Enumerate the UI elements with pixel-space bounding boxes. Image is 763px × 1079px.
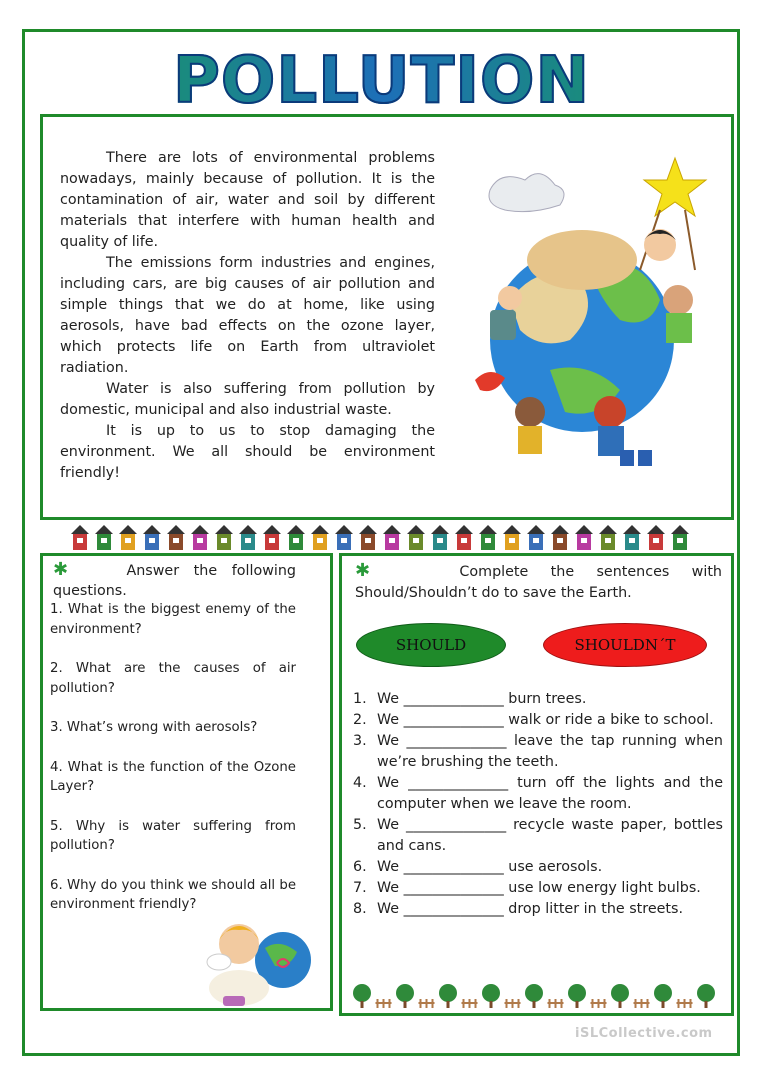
star-icon: ✱ — [53, 559, 69, 580]
angel-globe-illustration — [205, 908, 313, 1008]
house-icon — [527, 525, 545, 550]
question-item: 3. What’s wrong with aerosols? — [50, 720, 258, 735]
reading-paragraph: There are lots of environmental problems nowadays, mainly because of pollution. It is the contamination of air, water and soil by different materials that interfere with human health and quality of life. — [60, 150, 435, 250]
house-icon — [431, 525, 449, 550]
tree-icon — [697, 984, 715, 1008]
house-icon — [239, 525, 257, 550]
trees-border — [352, 983, 722, 1009]
sentence-item: 6. We ______________ use aerosols. — [353, 859, 603, 875]
house-icon — [263, 525, 281, 550]
house-icon — [503, 525, 521, 550]
fence-icon — [376, 999, 392, 1008]
sentence-item: 8. We ______________ drop litter in the streets. — [353, 901, 684, 917]
house-icon — [599, 525, 617, 550]
question-item: 6. Why do you think we should all be environment friendly? — [50, 877, 296, 912]
reading-paragraph: It is up to us to stop damaging the environment. We all should be environment friendly! — [60, 423, 435, 481]
sentence-item: 1. We ______________ burn trees. — [353, 691, 587, 707]
house-icon — [287, 525, 305, 550]
fence-icon — [462, 999, 478, 1008]
tree-icon — [482, 984, 500, 1008]
reading-paragraph: Water is also suffering from pollution by domestic, municipal and also industrial waste. — [60, 381, 435, 418]
shouldnt-label: SHOULDN´T — [543, 623, 707, 667]
tree-icon — [654, 984, 672, 1008]
tree-icon — [525, 984, 543, 1008]
house-icon — [143, 525, 161, 550]
house-icon — [191, 525, 209, 550]
fence-icon — [677, 999, 693, 1008]
reading-paragraph: The emissions form industries and engines, including cars, are big causes of air pollution and simple things that we do at home, like using aerosols, have bad effects on the ozone layer, which protects life on Earth from ultraviolet radiation. — [60, 255, 435, 376]
house-icon — [215, 525, 233, 550]
fence-icon — [591, 999, 607, 1008]
house-icon — [383, 525, 401, 550]
house-icon — [95, 525, 113, 550]
house-icon — [407, 525, 425, 550]
page-title: POLLUTION — [0, 44, 763, 118]
fence-icon — [634, 999, 650, 1008]
question-item: 2. What are the causes of air pollution? — [50, 661, 296, 696]
fence-icon — [548, 999, 564, 1008]
house-icon — [311, 525, 329, 550]
tree-icon — [396, 984, 414, 1008]
footer-watermark: iSLCollective.com — [575, 1026, 713, 1041]
sentence-item: 7. We ______________ use low energy light bulbs. — [353, 880, 701, 896]
questions-instruction: ✱ Answer the following questions. — [53, 559, 296, 599]
house-icon — [119, 525, 137, 550]
sentence-item: 5. We ______________ recycle waste paper, bottles and cans. — [353, 817, 723, 854]
question-item: 4. What is the function of the Ozone Layer? — [50, 759, 296, 794]
sentences-list — [353, 689, 723, 920]
house-icon — [335, 525, 353, 550]
earth-children-illustration — [470, 150, 710, 470]
house-icon — [167, 525, 185, 550]
fence-icon — [419, 999, 435, 1008]
should-label: SHOULD — [356, 623, 506, 667]
tree-icon — [568, 984, 586, 1008]
complete-instruction: ✱ Complete the sentences with Should/Shouldn’t do to save the Earth. — [355, 560, 722, 601]
tree-icon — [353, 984, 371, 1008]
house-icon — [647, 525, 665, 550]
house-icon — [71, 525, 89, 550]
tree-icon — [611, 984, 629, 1008]
house-icon — [359, 525, 377, 550]
house-icon — [671, 525, 689, 550]
star-icon: ✱ — [355, 560, 371, 581]
question-item: 1. What is the biggest enemy of the environment? — [50, 602, 296, 637]
house-icon — [551, 525, 569, 550]
houses-border — [70, 522, 695, 552]
fence-icon — [505, 999, 521, 1008]
tree-icon — [439, 984, 457, 1008]
sentence-item: 4. We ______________ turn off the lights and the computer when we leave the room. — [353, 775, 723, 812]
sentence-item: 2. We ______________ walk or ride a bike to school. — [353, 712, 714, 728]
question-item: 5. Why is water suffering from pollution? — [50, 818, 296, 853]
house-icon — [479, 525, 497, 550]
house-icon — [455, 525, 473, 550]
house-icon — [575, 525, 593, 550]
reading-text — [60, 148, 435, 484]
sentence-item: 3. We ______________ leave the tap running when we’re brushing the teeth. — [353, 733, 723, 770]
house-icon — [623, 525, 641, 550]
questions-list — [50, 600, 296, 935]
